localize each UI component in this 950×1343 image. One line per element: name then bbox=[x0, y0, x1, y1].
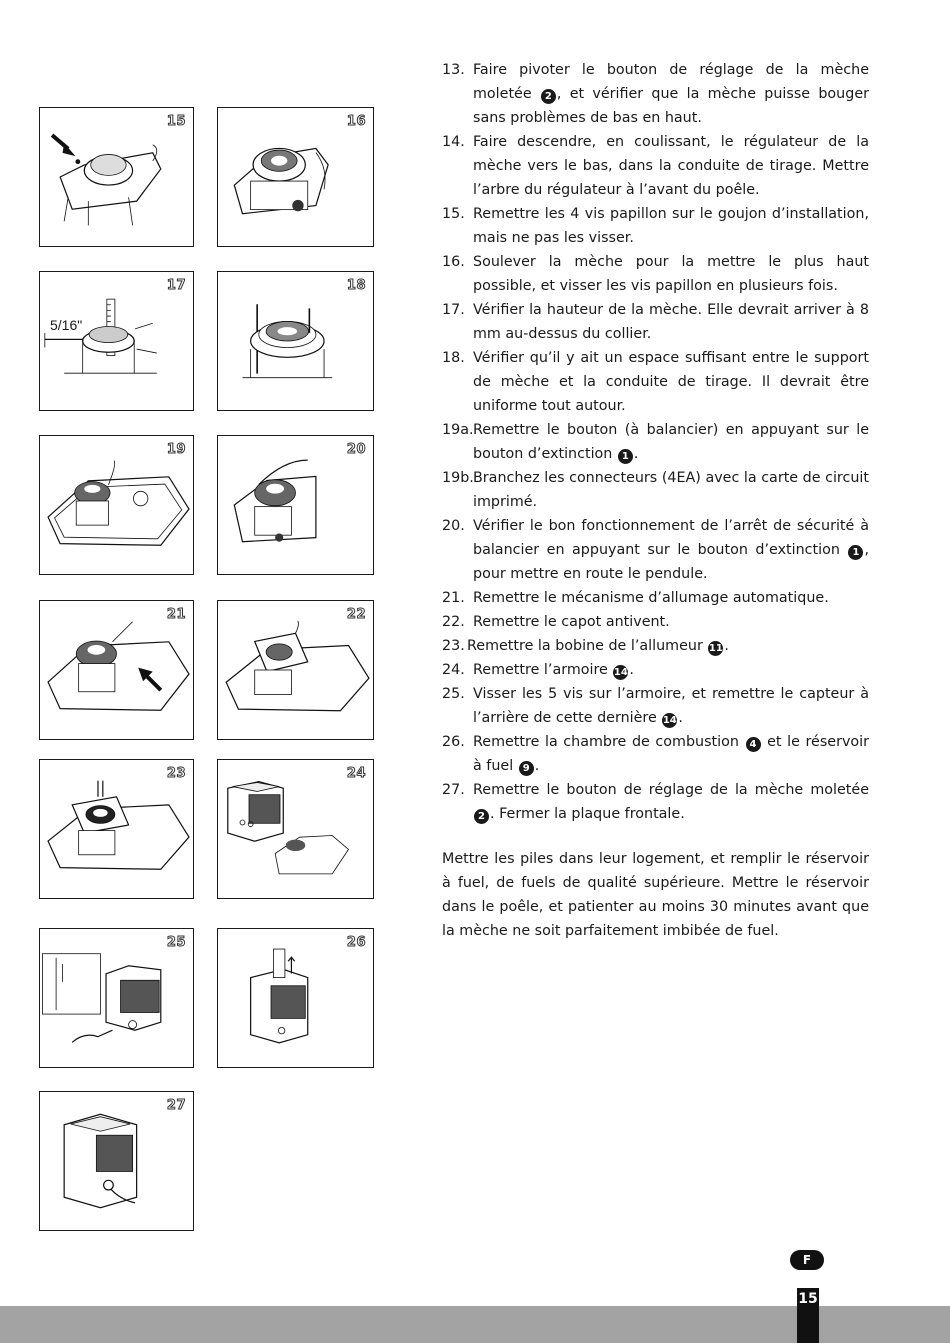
figure-27 bbox=[39, 1091, 194, 1231]
part-number-badge: 9 bbox=[519, 761, 534, 776]
step-number: 21. bbox=[442, 590, 465, 606]
figure-17 bbox=[39, 271, 194, 411]
step-number: 27. bbox=[442, 782, 465, 798]
figure-21 bbox=[39, 600, 194, 740]
step-number: 26. bbox=[442, 734, 465, 750]
figure-number: 23 bbox=[166, 766, 186, 781]
step-item bbox=[442, 586, 869, 610]
step-text: Remettre les 4 vis papillon sur le goujon d’installation, mais ne pas les visser. bbox=[473, 206, 869, 246]
figure-24 bbox=[217, 759, 374, 899]
figure-number: 25 bbox=[166, 935, 186, 950]
step-number: 19b. bbox=[442, 470, 474, 486]
figure-number: 18 bbox=[346, 278, 366, 293]
step-item bbox=[442, 202, 869, 250]
step-number: 23. bbox=[442, 638, 465, 654]
step-number: 19a. bbox=[442, 422, 474, 438]
figure-22 bbox=[217, 600, 374, 740]
step-item bbox=[442, 514, 869, 586]
step-number: 24. bbox=[442, 662, 465, 678]
figure-number: 27 bbox=[166, 1098, 186, 1113]
figure-number: 20 bbox=[346, 442, 366, 457]
step-item bbox=[442, 418, 869, 466]
step-number: 20. bbox=[442, 518, 465, 534]
figure-number: 26 bbox=[346, 935, 366, 950]
step-text: Soulever la mèche pour la mettre le plus haut possible, et visser les vis papillon en plusieurs fois. bbox=[473, 254, 869, 294]
step-item bbox=[442, 58, 869, 130]
figure-number: 17 bbox=[166, 278, 186, 293]
step-number: 14. bbox=[442, 134, 465, 150]
part-number-badge: 2 bbox=[474, 809, 489, 824]
step-text: Vérifier le bon fonctionnement de l’arrêt de sécurité à balancier en appuyant sur le bouton d’extinction bbox=[473, 518, 869, 558]
step-item bbox=[442, 634, 869, 658]
step-text: . bbox=[724, 638, 729, 654]
figure-number: 24 bbox=[346, 766, 366, 781]
part-number-badge: 1 bbox=[618, 449, 633, 464]
part-number-badge: 2 bbox=[541, 89, 556, 104]
step-text: . bbox=[534, 758, 540, 774]
step-number: 15. bbox=[442, 206, 465, 222]
step-text: Remettre l’armoire bbox=[473, 662, 613, 678]
step-item bbox=[442, 298, 869, 346]
step-item bbox=[442, 130, 869, 202]
step-text: Visser les 5 vis sur l’armoire, et remettre le capteur à l’arrière de cette dernière bbox=[473, 686, 869, 726]
step-text: Remettre le mécanisme d’allumage automatique. bbox=[473, 590, 829, 606]
figure-18 bbox=[217, 271, 374, 411]
step-item bbox=[442, 730, 869, 778]
step-text: Remettre le capot antivent. bbox=[473, 614, 670, 630]
step-number: 18. bbox=[442, 350, 465, 366]
step-text: Vérifier la hauteur de la mèche. Elle devrait arriver à 8 mm au-dessus du collier. bbox=[473, 302, 869, 342]
figure-number: 22 bbox=[346, 607, 366, 622]
step-text: . bbox=[633, 446, 639, 462]
step-number: 16. bbox=[442, 254, 465, 270]
wick-height-label: 5/16" bbox=[50, 317, 83, 333]
step-item bbox=[442, 778, 869, 826]
part-number-badge: 4 bbox=[746, 737, 761, 752]
figure-23 bbox=[39, 759, 194, 899]
figure-16 bbox=[217, 107, 374, 247]
step-text: , pour mettre en route le pendule. bbox=[473, 542, 869, 582]
step-text: , et vérifier que la mèche puisse bouger sans problèmes de bas en haut. bbox=[473, 86, 869, 126]
figure-number: 19 bbox=[166, 442, 186, 457]
step-text: Remettre la bobine de l’allumeur bbox=[467, 638, 708, 654]
step-item bbox=[442, 250, 869, 298]
page-number: 15 bbox=[797, 1288, 819, 1343]
figure-number: 21 bbox=[166, 607, 186, 622]
step-item bbox=[442, 466, 869, 514]
step-item bbox=[442, 658, 869, 682]
figure-number: 16 bbox=[346, 114, 366, 129]
part-number-badge: 11 bbox=[708, 643, 723, 654]
step-text: Faire pivoter le bouton de réglage de la mèche moletée bbox=[473, 62, 869, 102]
step-item bbox=[442, 346, 869, 418]
language-tab: F bbox=[790, 1250, 824, 1270]
step-item bbox=[442, 682, 869, 730]
figure-20 bbox=[217, 435, 374, 575]
closing-paragraph: Mettre les piles dans leur logement, et remplir le réservoir à fuel, de fuels de qualité supérieure. Mettre le réservoir dans le poêle, et patienter au moins 30 minutes avant que la mèche ne soit parfaitement imbibée de fuel. bbox=[442, 851, 869, 939]
step-text: Remettre le bouton (à balancier) en appuyant sur le bouton d’extinction bbox=[473, 422, 869, 462]
step-text: Faire descendre, en coulissant, le régulateur de la mèche vers le bas, dans la conduite de tirage. Mettre l’arbre du régulateur à l’avant du poêle. bbox=[473, 134, 869, 198]
step-text: Branchez les connecteurs (4EA) avec la carte de circuit imprimé. bbox=[473, 470, 869, 510]
figure-25 bbox=[39, 928, 194, 1068]
step-item bbox=[442, 610, 869, 634]
step-text: . bbox=[678, 710, 683, 726]
step-text: Remettre le bouton de réglage de la mèche moletée bbox=[473, 782, 869, 798]
step-number: 13. bbox=[442, 62, 465, 78]
part-number-badge: 14 bbox=[613, 667, 628, 678]
step-text: . Fermer la plaque frontale. bbox=[490, 806, 685, 822]
figure-number: 15 bbox=[166, 114, 186, 129]
step-text: . bbox=[629, 662, 634, 678]
figure-15 bbox=[39, 107, 194, 247]
figure-26 bbox=[217, 928, 374, 1068]
part-number-badge: 14 bbox=[662, 715, 677, 726]
step-text: Vérifier qu’il y ait un espace suffisant entre le support de mèche et la conduite de tirage. Il devrait être uniforme tout autour. bbox=[473, 350, 869, 414]
figure-19 bbox=[39, 435, 194, 575]
step-number: 17. bbox=[442, 302, 465, 318]
instruction-steps bbox=[442, 58, 869, 826]
part-number-badge: 1 bbox=[848, 545, 863, 560]
step-number: 22. bbox=[442, 614, 465, 630]
step-number: 25. bbox=[442, 686, 465, 702]
step-text: Remettre la chambre de combustion bbox=[473, 734, 745, 750]
step-text: et le réservoir à fuel bbox=[473, 734, 870, 774]
